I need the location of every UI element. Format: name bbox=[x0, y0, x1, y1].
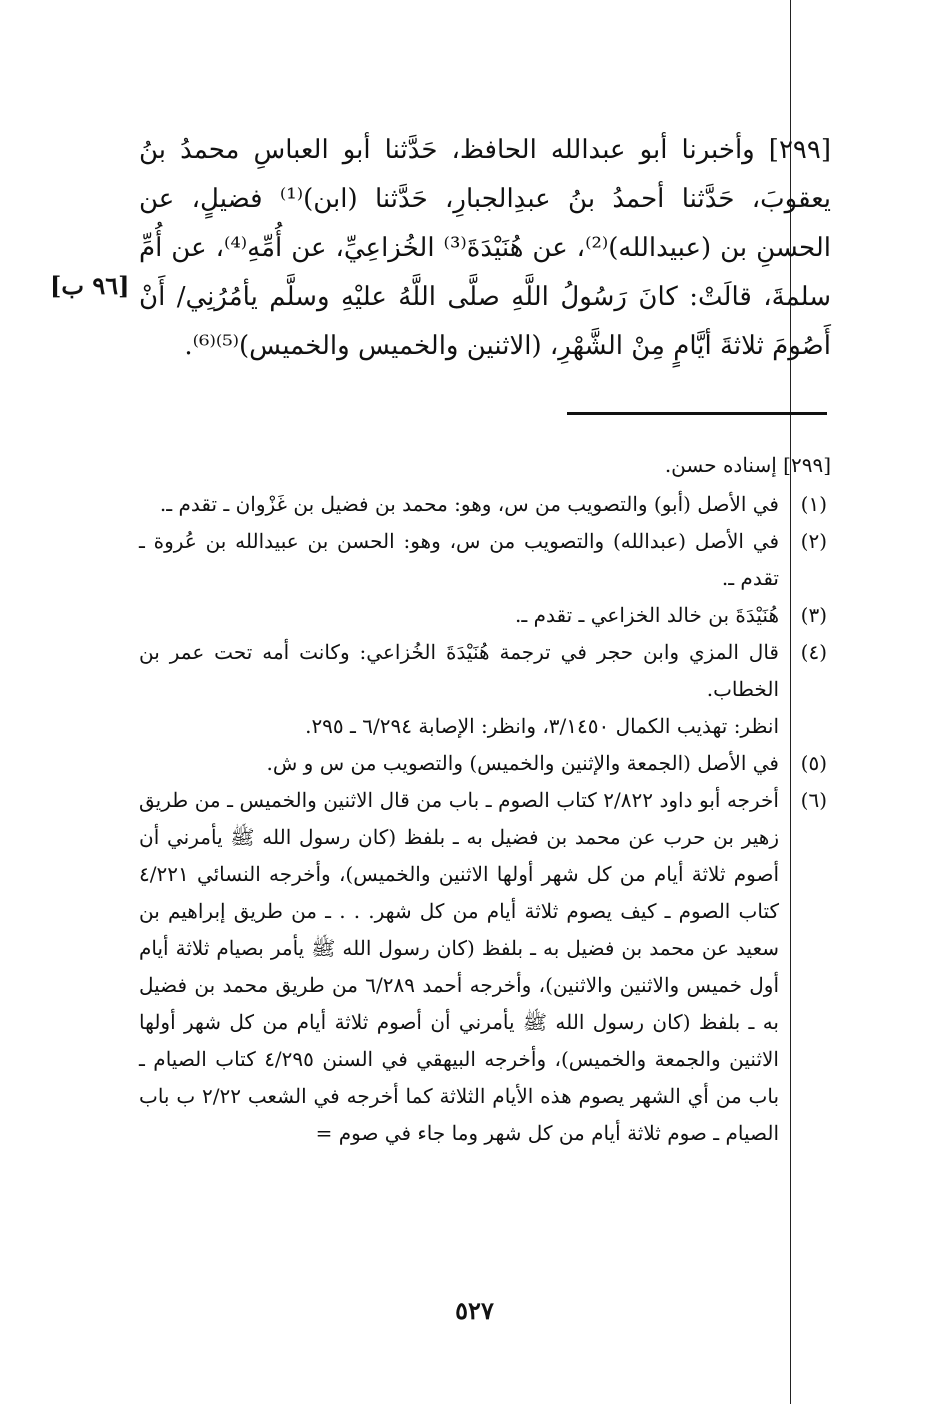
footnote-text: في الأصل (عبدالله) والتصويب من س، وهو: الحسن بن عبيدالله بن عُروة ـ تقدم ـ. bbox=[139, 529, 779, 590]
footnote-4-continuation: انظر: تهذيب الكمال ٣/١٤٥٠، وانظر: الإصابة ٦/٢٩٤ ـ ٢٩٥. bbox=[305, 714, 779, 738]
footnote-number: (٦) bbox=[800, 788, 827, 812]
hadith-paragraph: [٢٩٩] وأخبرنا أبو عبدالله الحافظ، حَدَّثنا أبو العباسِ محمدُ بنُ يعقوبَ، حَدَّثنا أحمدُ بنُ عبدِالجبارِ، حَدَّثنا (ابن)⁽¹⁾ فضيلٍ، عن الحسنِ بن (عبيدالله)⁽²⁾، عن هُنَيْدَةَ⁽³⁾ الخُزاعِيِّ، عن أُمِّهِ⁽⁴⁾، عن أُمِّ سلمةَ، قالَتْ: كانَ رَسُولُ اللَّهِ صلَّى اللَّهُ عليْهِ وسلَّم يأمُرُنِي/ أَنْ أَصُومَ ثلاثةَ أيَّامٍ مِنْ الشَّهْرِ، (الاثنين والخميس والخميس)⁽⁵⁾⁽⁶⁾. bbox=[139, 135, 831, 361]
footnote-3 bbox=[139, 597, 831, 634]
footnote-separator bbox=[567, 412, 827, 415]
footnote-text: في الأصل (أبو) والتصويب من س، وهو: محمد بن فضيل بن غَزْوان ـ تقدم ـ. bbox=[159, 492, 779, 516]
main-hadith-text bbox=[139, 126, 831, 371]
footnote-text: أخرجه أبو داود ٢/٨٢٢ كتاب الصوم ـ باب من قال الاثنين والخميس ـ من طريق زهير بن حرب عن محمد بن فضيل به ـ بلفظ (كان رسول الله ﷺ يأمرني أن أصوم ثلاثة أيام من كل شهر أولها الاثنين والخميس)، وأخرجه النسائي ٤/٢٢١ كتاب الصوم ـ كيف يصوم ثلاثة أيام من كل شهر. . . ـ من طريق إبراهيم بن سعيد عن محمد بن فضيل به ـ بلفظ (كان رسول الله ﷺ يأمر بصيام ثلاثة أيام أول خميس والاثنين والاثنين)، وأخرجه أحمد ٦/٢٨٩ من طريق محمد بن فضيل به ـ بلفظ (كان رسول الله ﷺ يأمرني أن أصوم ثلاثة أيام من كل شهر أولها الاثنين والجمعة والخميس)، وأخرجه البيهقي في السنن ٤/٢٩٥ كتاب الصيام ـ باب من أي الشهر يصوم هذه الأيام الثلاثة كما أخرجه في الشعب ٢/٢٢ ب باب الصيام ـ صوم ثلاثة أيام من كل شهر وما جاء في صوم = bbox=[139, 788, 780, 1145]
footnote-1 bbox=[139, 486, 831, 523]
footnote-text: في الأصل (الجمعة والإثنين والخميس) والتصويب من س و ش. bbox=[266, 751, 779, 775]
footnote-heading: [٢٩٩] إسناده حسن. bbox=[664, 453, 831, 477]
footnote-5 bbox=[139, 745, 831, 782]
footnote-6 bbox=[139, 782, 831, 1152]
footnotes-section bbox=[139, 447, 831, 1152]
page-number: ٥٢٧ bbox=[455, 1296, 494, 1325]
footnote-number: (٣) bbox=[800, 603, 827, 627]
footnote-text: هُنَيْدَةَ بن خالد الخزاعي ـ تقدم ـ. bbox=[515, 603, 779, 627]
footnote-4 bbox=[139, 634, 831, 708]
footnote-number: (٢) bbox=[800, 529, 827, 553]
footnote-2 bbox=[139, 523, 831, 597]
manuscript-folio-note: [٩٦ ب] bbox=[50, 271, 130, 300]
footnote-number: (١) bbox=[800, 492, 827, 516]
footnote-number: (٥) bbox=[800, 751, 827, 775]
footnote-number: (٤) bbox=[800, 640, 827, 664]
footnote-text: قال المزي وابن حجر في ترجمة هُنَيْدَةَ الخُزاعي: وكانت أمه تحت عمر بن الخطاب. bbox=[139, 640, 779, 701]
